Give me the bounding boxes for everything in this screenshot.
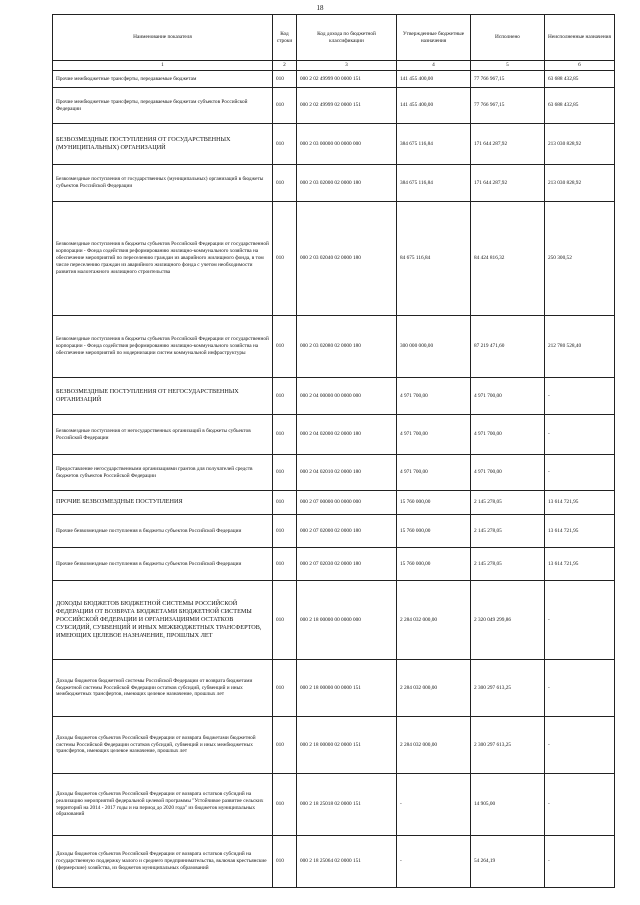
row-kbk: 000 2 18 00000 00 0000 151 [297,660,397,717]
row-code: 010 [273,548,297,581]
row-plan: 2 284 032 000,00 [397,717,471,774]
row-name: ПРОЧИЕ БЕЗВОЗМЕЗДНЫЕ ПОСТУПЛЕНИЯ [53,491,273,515]
header-name: Наименование показателя [53,15,273,61]
row-unexec: 13 614 721,95 [545,491,615,515]
table-row [53,165,615,202]
row-kbk: 000 2 07 02000 02 0000 180 [297,515,397,548]
row-name: Безвозмездные поступления от государственных (муниципальных) организаций в бюджеты субъектов Российской Федерации [53,165,273,202]
row-code: 010 [273,88,297,124]
row-code: 010 [273,316,297,378]
row-exec: 77 766 967,15 [471,88,545,124]
header-plan: Утвержденные бюджетные назначения [397,15,471,61]
row-code: 010 [273,202,297,316]
row-exec: 77 766 967,15 [471,71,545,88]
row-name: Доходы бюджетов субъектов Российской Федерации от возврата остатков субсидий на государственную поддержку малого и среднего предпринимательства, включая крестьянские (фермерские) хозяйства, из бюджетов муниципальных образований [53,836,273,888]
row-exec: 2 320 049 299,86 [471,581,545,660]
row-kbk: 000 2 04 00000 00 0000 000 [297,378,397,415]
table-row [53,316,615,378]
row-unexec: 13 614 721,95 [545,548,615,581]
column-number: 2 [273,61,297,71]
row-kbk: 000 2 02 49999 02 0000 151 [297,88,397,124]
table-row [53,548,615,581]
row-unexec: 63 688 432,85 [545,88,615,124]
row-plan: 4 971 700,00 [397,378,471,415]
row-unexec: 250 300,52 [545,202,615,316]
table-row [53,202,615,316]
row-code: 010 [273,836,297,888]
row-unexec: - [545,717,615,774]
row-plan: 384 675 116,84 [397,165,471,202]
row-plan: 15 760 000,00 [397,515,471,548]
row-unexec: 63 688 432,85 [545,71,615,88]
row-kbk: 000 2 18 25064 02 0000 151 [297,836,397,888]
row-unexec: 213 030 828,92 [545,165,615,202]
row-name: Доходы бюджетов бюджетной системы Российской Федерации от возврата бюджетами бюджетной системы Российской Федерации остатков субсидий, субвенций и иных межбюджетных трансфертов, имеющих целевое назначение, прошлых лет [53,660,273,717]
row-plan: 15 760 000,00 [397,548,471,581]
row-code: 010 [273,415,297,455]
row-name: Прочие безвозмездные поступления в бюджеты субъектов Российской Федерации [53,515,273,548]
row-code: 010 [273,660,297,717]
row-kbk: 000 2 04 02010 02 0000 180 [297,455,397,491]
row-unexec: 212 780 528,40 [545,316,615,378]
row-code: 010 [273,717,297,774]
row-exec: 4 971 700,00 [471,378,545,415]
row-plan: 384 675 116,84 [397,124,471,165]
row-kbk: 000 2 18 00000 00 0000 000 [297,581,397,660]
row-name: Прочие межбюджетные трансферты, передаваемые бюджетам субъектов Российской Федерации [53,88,273,124]
row-unexec: - [545,378,615,415]
row-exec: 2 145 278,05 [471,548,545,581]
row-kbk: 000 2 07 00000 00 0000 000 [297,491,397,515]
table-row [53,660,615,717]
row-code: 010 [273,491,297,515]
table-row [53,836,615,888]
row-kbk: 000 2 18 25018 02 0000 151 [297,774,397,836]
header-exec: Исполнено [471,15,545,61]
row-name: БЕЗВОЗМЕЗДНЫЕ ПОСТУПЛЕНИЯ ОТ ГОСУДАРСТВЕННЫХ (МУНИЦИПАЛЬНЫХ) ОРГАНИЗАЦИЙ [53,124,273,165]
table-row [53,717,615,774]
row-unexec: - [545,836,615,888]
row-plan: 300 000 000,00 [397,316,471,378]
row-exec: 2 145 278,05 [471,515,545,548]
row-code: 010 [273,455,297,491]
row-exec: 4 971 700,00 [471,455,545,491]
table-row [53,378,615,415]
revenue-table [52,14,615,888]
row-name: Безвозмездные поступления в бюджеты субъектов Российской Федерации от государственной корпорации - Фонда содействия реформированию жилищно-коммунального хозяйства на обеспечение мероприятий по переселению граждан из аварийного жилищного фонда, в том числе переселению граждан из аварийного жилищного фонда с учетом необходимости развития малоэтажного жилищного строительства [53,202,273,316]
row-exec: 54 264,19 [471,836,545,888]
table-row [53,774,615,836]
row-unexec: - [545,660,615,717]
row-exec: 2 300 297 613,25 [471,717,545,774]
row-kbk: 000 2 02 49999 00 0000 151 [297,71,397,88]
row-kbk: 000 2 04 02000 02 0000 180 [297,415,397,455]
column-number: 1 [53,61,273,71]
table-header-row [53,15,615,61]
row-name: Прочие безвозмездные поступления в бюджеты субъектов Российской Федерации [53,548,273,581]
row-exec: 171 644 287,92 [471,165,545,202]
table-row [53,71,615,88]
row-name: Доходы бюджетов субъектов Российской Федерации от возврата бюджетами бюджетной системы Российской Федерации остатков субсидий, субвенций и иных межбюджетных трансфертов, имеющих целевое назначение, прошлых лет [53,717,273,774]
row-code: 010 [273,124,297,165]
header-kbk: Код дохода по бюджетной классификации [297,15,397,61]
header-code: Код строки [273,15,297,61]
row-name: БЕЗВОЗМЕЗДНЫЕ ПОСТУПЛЕНИЯ ОТ НЕГОСУДАРСТВЕННЫХ ОРГАНИЗАЦИЙ [53,378,273,415]
row-kbk: 000 2 03 00000 00 0000 000 [297,124,397,165]
row-unexec: 213 030 828,92 [545,124,615,165]
page-number: 18 [316,4,324,12]
row-kbk: 000 2 03 02080 02 0000 180 [297,316,397,378]
row-kbk: 000 2 03 02040 02 0000 180 [297,202,397,316]
row-exec: 2 300 297 613,25 [471,660,545,717]
column-number: 5 [471,61,545,71]
row-exec: 171 644 287,92 [471,124,545,165]
row-code: 010 [273,165,297,202]
row-plan: 2 284 032 000,00 [397,581,471,660]
table-row [53,515,615,548]
table-row [53,415,615,455]
table-row [53,88,615,124]
header-unexec: Неисполненные назначения [545,15,615,61]
row-plan: 4 971 700,00 [397,415,471,455]
row-name: Прочие межбюджетные трансферты, передаваемые бюджетам [53,71,273,88]
row-unexec: - [545,455,615,491]
row-exec: 87 219 471,60 [471,316,545,378]
row-unexec: - [545,415,615,455]
column-number: 6 [545,61,615,71]
row-code: 010 [273,515,297,548]
row-name: Безвозмездные поступления от негосударственных организаций в бюджеты субъектов Российской Федерации [53,415,273,455]
table-row [53,455,615,491]
row-unexec: 13 614 721,95 [545,515,615,548]
table-row [53,581,615,660]
row-code: 010 [273,378,297,415]
row-code: 010 [273,581,297,660]
row-name: Безвозмездные поступления в бюджеты субъектов Российской Федерации от государственной корпорации - Фонда содействия реформированию жилищно-коммунального хозяйства на обеспечение мероприятий по модернизации систем коммунальной инфраструктуры [53,316,273,378]
column-number: 3 [297,61,397,71]
row-name: ДОХОДЫ БЮДЖЕТОВ БЮДЖЕТНОЙ СИСТЕМЫ РОССИЙСКОЙ ФЕДЕРАЦИИ ОТ ВОЗВРАТА БЮДЖЕТАМИ БЮДЖЕТНОЙ СИСТЕМЫ РОССИЙСКОЙ ФЕДЕРАЦИИ И ОРГАНИЗАЦИЯМИ ОСТАТКОВ СУБСИДИЙ, СУБВЕНЦИЙ И ИНЫХ МЕЖБЮДЖЕТНЫХ ТРАНСФЕРТОВ, ИМЕЮЩИХ ЦЕЛЕВОЕ НАЗНАЧЕНИЕ, ПРОШЛЫХ ЛЕТ [53,581,273,660]
column-number: 4 [397,61,471,71]
row-name: Доходы бюджетов субъектов Российской Федерации от возврата остатков субсидий на реализацию мероприятий федеральной целевой программы "Устойчивое развитие сельских территорий на 2014 - 2017 годы и на период до 2020 года" из бюджетов муниципальных образований [53,774,273,836]
row-unexec: - [545,774,615,836]
row-plan: 4 971 700,00 [397,455,471,491]
row-plan: 141 455 400,00 [397,71,471,88]
row-kbk: 000 2 03 02000 02 0000 180 [297,165,397,202]
row-code: 010 [273,71,297,88]
table-row [53,491,615,515]
column-number-row [53,61,615,71]
row-plan: - [397,774,471,836]
row-plan: - [397,836,471,888]
row-plan: 2 284 032 000,00 [397,660,471,717]
row-unexec: - [545,581,615,660]
row-exec: 2 145 278,05 [471,491,545,515]
row-plan: 141 455 400,00 [397,88,471,124]
row-code: 010 [273,774,297,836]
row-plan: 15 760 000,00 [397,491,471,515]
row-kbk: 000 2 18 00000 02 0000 151 [297,717,397,774]
table-row [53,124,615,165]
row-exec: 4 971 700,00 [471,415,545,455]
row-plan: 84 675 116,84 [397,202,471,316]
row-exec: 84 424 816,32 [471,202,545,316]
row-exec: 14 905,00 [471,774,545,836]
row-name: Предоставление негосударственными организациями грантов для получателей средств бюджетов субъектов Российской Федерации [53,455,273,491]
row-kbk: 000 2 07 02030 02 0000 180 [297,548,397,581]
